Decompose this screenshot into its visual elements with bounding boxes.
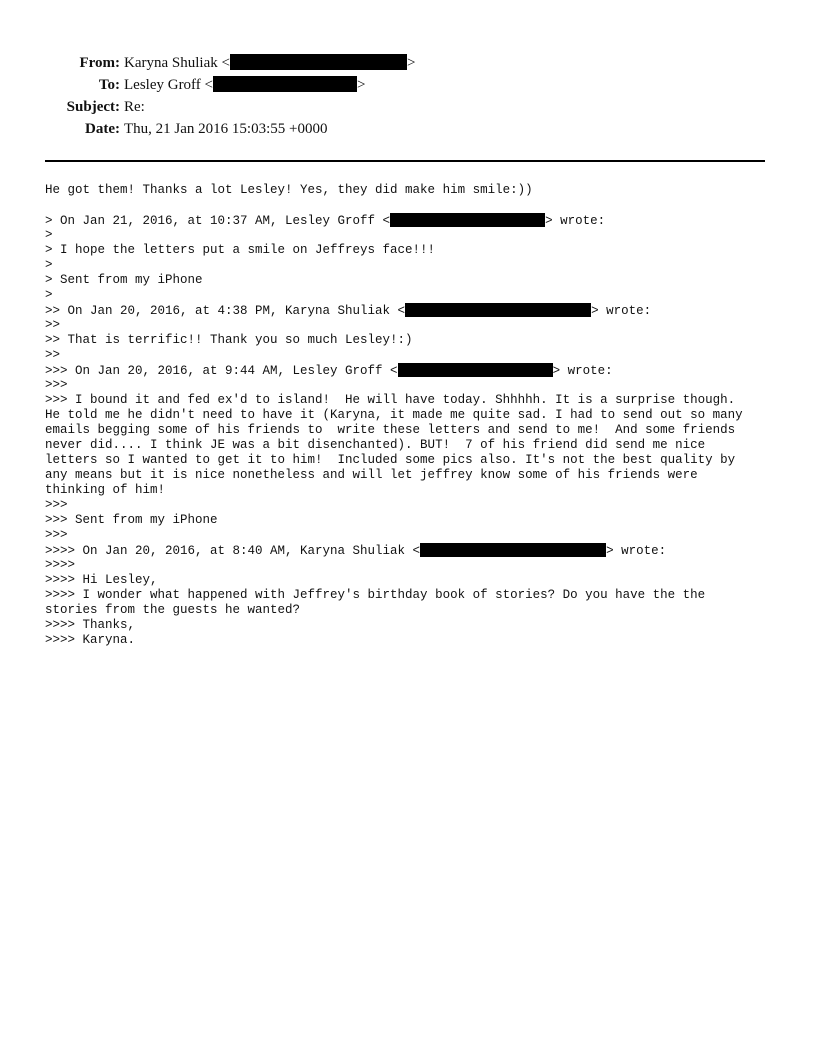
body-line: >>> I bound it and fed ex'd to island! He will have today. Shhhhh. It is a surprise though.	[45, 393, 736, 407]
body-line: >>>>	[45, 558, 76, 572]
body-line: >	[45, 258, 53, 272]
body-line: >>>	[45, 378, 68, 392]
date-label: Date:	[85, 121, 120, 137]
from-close: >	[406, 55, 416, 71]
body-line: >>>> Karyna.	[45, 633, 136, 647]
body-line: >>> Sent from my iPhone	[45, 513, 218, 527]
attribution-text: >> On Jan 20, 2016, at 4:38 PM, Karyna Shuliak <	[45, 304, 406, 318]
body-line: >>	[45, 318, 61, 332]
body-line: > Sent from my iPhone	[45, 273, 203, 287]
attribution-text: >>>> On Jan 20, 2016, at 8:40 AM, Karyna Shuliak <	[45, 544, 421, 558]
body-line: emails begging some of his friends to write these letters and send to me! And some friends	[45, 423, 736, 437]
redaction-box	[398, 363, 553, 377]
body-line: >	[45, 228, 53, 242]
body-line: He got them! Thanks a lot Lesley! Yes, they did make him smile:))	[45, 183, 533, 197]
to-close: >	[357, 77, 366, 93]
attribution-text: >>> On Jan 20, 2016, at 9:44 AM, Lesley Groff <	[45, 364, 398, 378]
email-header	[0, 52, 816, 140]
quote-attribution	[45, 543, 785, 558]
body-line: > I hope the letters put a smile on Jeffreys face!!!	[45, 243, 436, 257]
body-line: >>>> Hi Lesley,	[45, 573, 158, 587]
body-line: >>>> I wonder what happened with Jeffrey's birthday book of stories? Do you have the the	[45, 588, 706, 602]
subject-row	[0, 96, 816, 118]
redaction-box	[230, 54, 407, 70]
body-line: any means but it is nice nonetheless and will let jeffrey know some of his friends were	[45, 468, 698, 482]
body-line: letters so I wanted to get it to him! Included some pics also. It's not the best quality by	[45, 453, 736, 467]
body-line: >> That is terrific!! Thank you so much Lesley!:)	[45, 333, 413, 347]
from-row	[0, 52, 816, 74]
body-line: >>>> Thanks,	[45, 618, 136, 632]
attribution-text: > On Jan 21, 2016, at 10:37 AM, Lesley Groff <	[45, 214, 391, 228]
from-value	[124, 52, 415, 74]
body-line: never did.... I think JE was a bit disenchanted). BUT! 7 of his friend did send me nice	[45, 438, 706, 452]
body-line: >	[45, 288, 53, 302]
body-line: >>	[45, 348, 61, 362]
email-body	[45, 183, 785, 648]
redaction-box	[390, 213, 545, 227]
redaction-box	[420, 543, 606, 557]
header-divider	[45, 160, 765, 162]
quote-attribution	[45, 213, 785, 228]
attribution-suffix: > wrote:	[606, 544, 667, 558]
from-name: Karyna Shuliak <	[124, 55, 230, 71]
attribution-suffix: > wrote:	[552, 364, 613, 378]
body-line: thinking of him!	[45, 483, 166, 497]
subject-value: Re:	[124, 99, 145, 115]
body-line: >>>	[45, 528, 68, 542]
date-value: Thu, 21 Jan 2016 15:03:55 +0000	[124, 121, 328, 137]
quote-attribution	[45, 303, 785, 318]
subject-label: Subject:	[66, 99, 120, 115]
redaction-box	[213, 76, 357, 92]
to-value	[124, 74, 365, 96]
to-row	[0, 74, 816, 96]
attribution-suffix: > wrote:	[591, 304, 652, 318]
to-name: Lesley Groff <	[124, 77, 213, 93]
body-line: >>>	[45, 498, 68, 512]
date-row	[0, 118, 816, 140]
blank-line	[45, 198, 785, 213]
attribution-suffix: > wrote:	[545, 214, 606, 228]
body-line: stories from the guests he wanted?	[45, 603, 301, 617]
from-label: From:	[79, 55, 120, 71]
quote-attribution	[45, 363, 785, 378]
redaction-box	[405, 303, 591, 317]
body-line: He told me he didn't need to have it (Karyna, it made me quite sad. I had to send out so many	[45, 408, 743, 422]
to-label: To:	[98, 77, 120, 93]
